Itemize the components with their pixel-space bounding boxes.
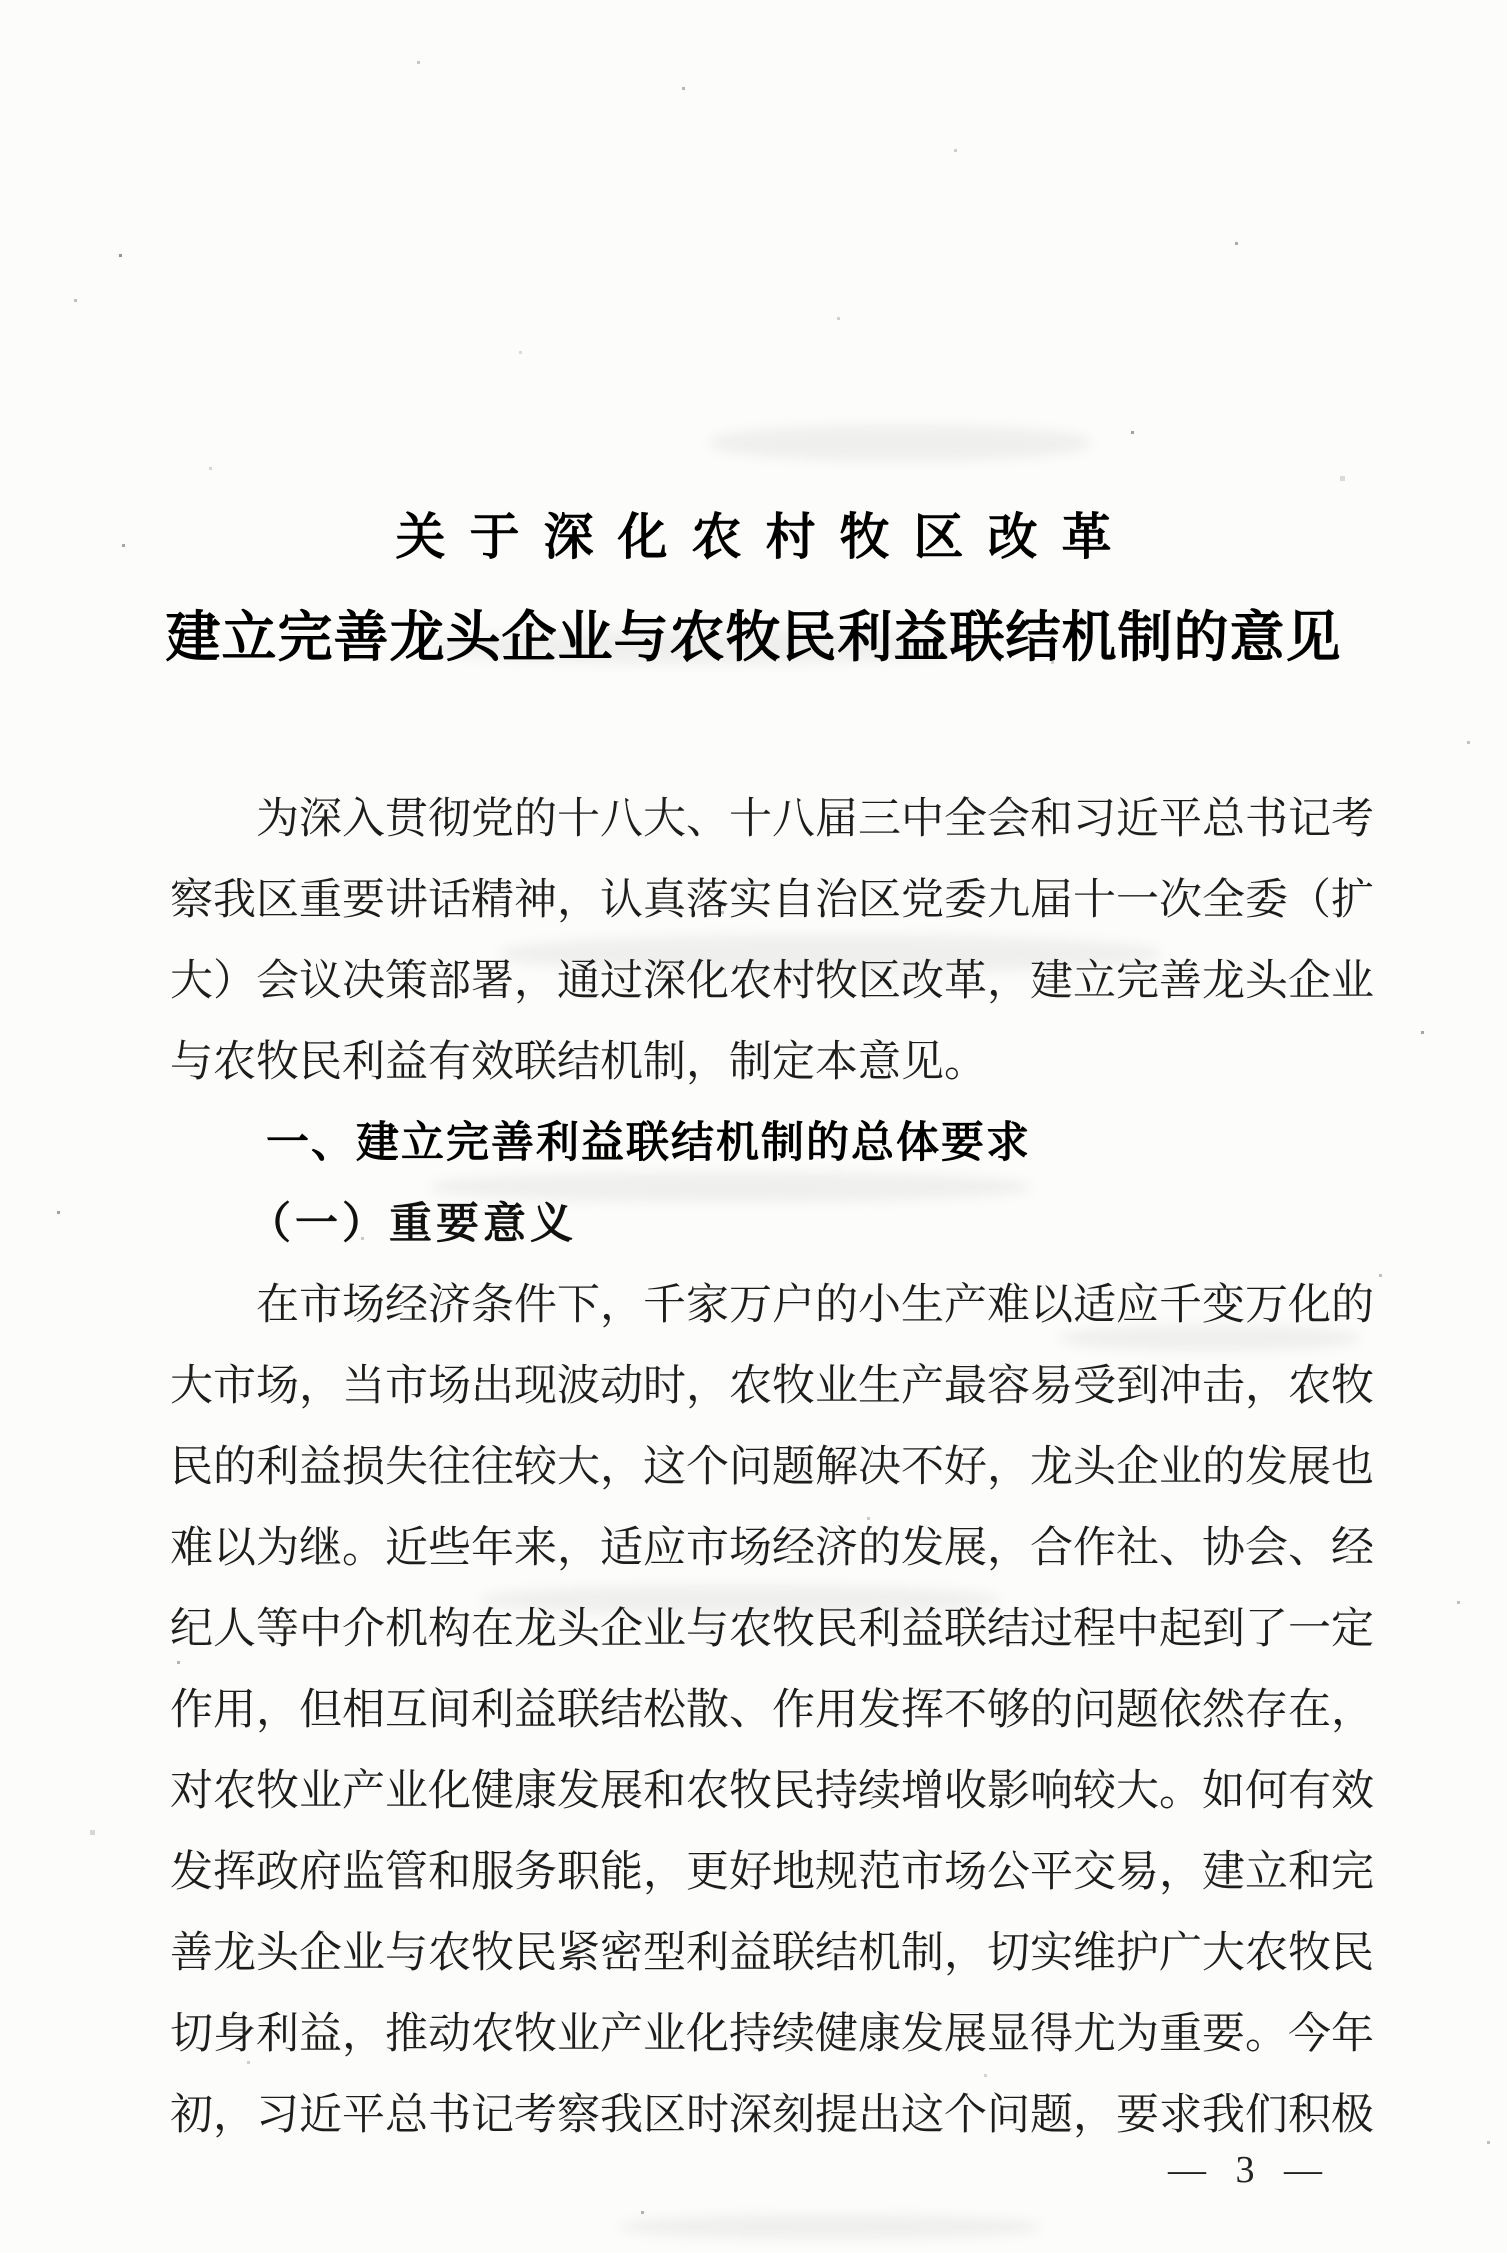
text-line: 与农牧民利益有效联结机制，制定本意见。 [170,1039,987,1086]
text-line: 切身利益，推动农牧业产业化持续健康发展显得尤为重要。今年 [170,2011,1374,2058]
scan-noise-speckles [0,0,1,1]
text-line: 大市场，当市场出现波动时，农牧业生产最容易受到冲击，农牧 [170,1363,1374,1410]
text-line: 察我区重要讲话精神，认真落实自治区党委九届十一次全委（扩 [170,877,1374,924]
text-line: 初，习近平总书记考察我区时深刻提出这个问题，要求我们积极 [170,2092,1374,2139]
significance-paragraph [170,1265,1374,2156]
document-title-line2: 建立完善龙头企业与农牧民利益联结机制的意见 [165,606,1342,668]
text-line: 纪人等中介机构在龙头企业与农牧民利益联结过程中起到了一定 [170,1606,1374,1653]
text-line: 为深入贯彻党的十八大、十八届三中全会和习近平总书记考 [256,796,1374,843]
text-line: 民的利益损失往往较大，这个问题解决不好，龙头企业的发展也 [170,1444,1374,1491]
scan-smudge [710,425,1090,461]
subsection-heading: （一）重要意义 [248,1201,577,1248]
page-number: — 3 — [1168,2149,1322,2191]
document-body [170,779,1374,2156]
text-line: 对农牧业产业化健康发展和农牧民持续增收影响较大。如何有效 [170,1768,1374,1815]
text-line: 难以为继。近些年来，适应市场经济的发展，合作社、协会、经 [170,1525,1374,1572]
text-line: 作用，但相互间利益联结松散、作用发挥不够的问题依然存在， [170,1687,1374,1734]
section-heading: 一、建立完善利益联结机制的总体要求 [266,1119,1031,1167]
text-line: 大）会议决策部署，通过深化农村牧区改革，建立完善龙头企业 [170,958,1374,1005]
document-title [0,506,1507,672]
intro-paragraph [170,779,1374,1103]
scan-smudge [620,2215,1040,2239]
text-line: 在市场经济条件下，千家万户的小生产难以适应千变万化的 [256,1282,1374,1329]
text-line: 发挥政府监管和服务职能，更好地规范市场公平交易，建立和完 [170,1849,1374,1896]
document-title-line1: 关于深化农村牧区改革 [395,509,1136,565]
text-line: 善龙头企业与农牧民紧密型利益联结机制，切实维护广大农牧民 [170,1930,1374,1977]
